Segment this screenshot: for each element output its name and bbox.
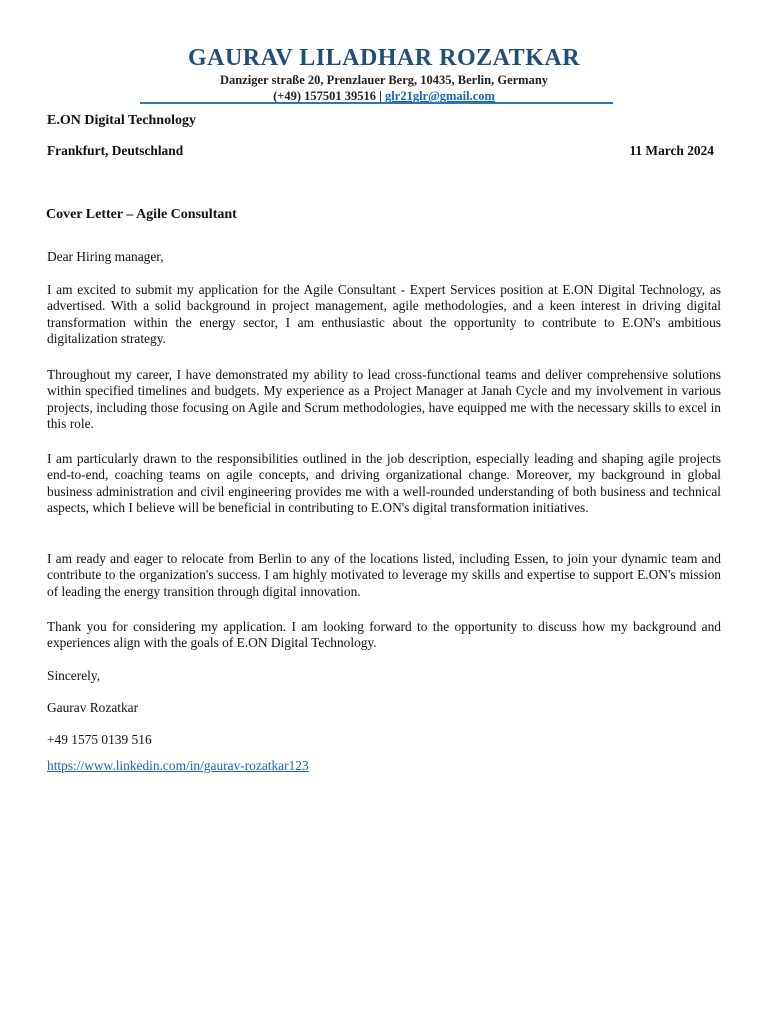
body-paragraph-2: Throughout my career, I have demonstrated my ability to lead cross-functional teams and deliver comprehensive solutions within specified timelines and budgets. My experience as a Project Manager at Janah Cycle and my involvement in various projects, including those focusing on Agile and Scrum methodologies, have equipped me with the necessary skills to excel in this role.: [47, 367, 721, 432]
applicant-address: Danziger straße 20, Prenzlauer Berg, 10435, Berlin, Germany: [219, 73, 549, 87]
recipient-company: E.ON Digital Technology: [47, 113, 196, 128]
email-link[interactable]: glr21glr@gmail.com: [385, 89, 495, 103]
greeting: Dear Hiring manager,: [47, 249, 164, 264]
applicant-name: GAURAV LILADHAR ROZATKAR: [187, 45, 581, 71]
linkedin-link[interactable]: https://www.linkedin.com/in/gaurav-rozatkar123: [47, 758, 309, 773]
header-divider: [140, 102, 613, 104]
body-paragraph-3: I am particularly drawn to the responsibilities outlined in the job description, especially leading and shaping agile projects end-to-end, coaching teams on agile concepts, and driving organizational change. Moreover, my background in global business administration and civil engineering provides me with a well-rounded understanding of both business and technical aspects, which I believe will be beneficial in contributing to E.ON's digital transformation initiatives.: [47, 451, 721, 516]
body-paragraph-4: I am ready and eager to relocate from Berlin to any of the locations listed, including Essen, to join your dynamic team and contribute to the organization's success. I am highly motivated to leverage my skills and expertise to support E.ON's mission of leading the energy transition through digital innovation.: [47, 551, 721, 599]
recipient-location: Frankfurt, Deutschland: [47, 143, 184, 158]
phone-number: 157501 39516: [304, 89, 377, 103]
signature-phone: +49 1575 0139 516: [47, 732, 152, 747]
letter-subject: Cover Letter – Agile Consultant: [46, 207, 237, 222]
phone-prefix: (+49): [273, 89, 302, 103]
letterhead: [0, 44, 768, 104]
sign-off: Sincerely,: [47, 668, 101, 683]
signature-linkedin: [47, 758, 721, 774]
body-paragraph-5: Thank you for considering my application. I am looking forward to the opportunity to discuss how my background and experiences align with the goals of E.ON Digital Technology.: [47, 619, 721, 651]
signature-name: Gaurav Rozatkar: [47, 700, 139, 715]
body-paragraph-1: I am excited to submit my application for the Agile Consultant - Expert Services position at E.ON Digital Technology, as advertised. With a solid background in project management, agile methodologies, and a keen interest in driving digital transformation within the energy sector, I am enthusiastic about the opportunity to contribute to E.ON's ambitious digitalization strategy.: [47, 282, 721, 347]
letter-date: 11 March 2024: [629, 143, 714, 158]
contact-separator: |: [379, 89, 382, 103]
